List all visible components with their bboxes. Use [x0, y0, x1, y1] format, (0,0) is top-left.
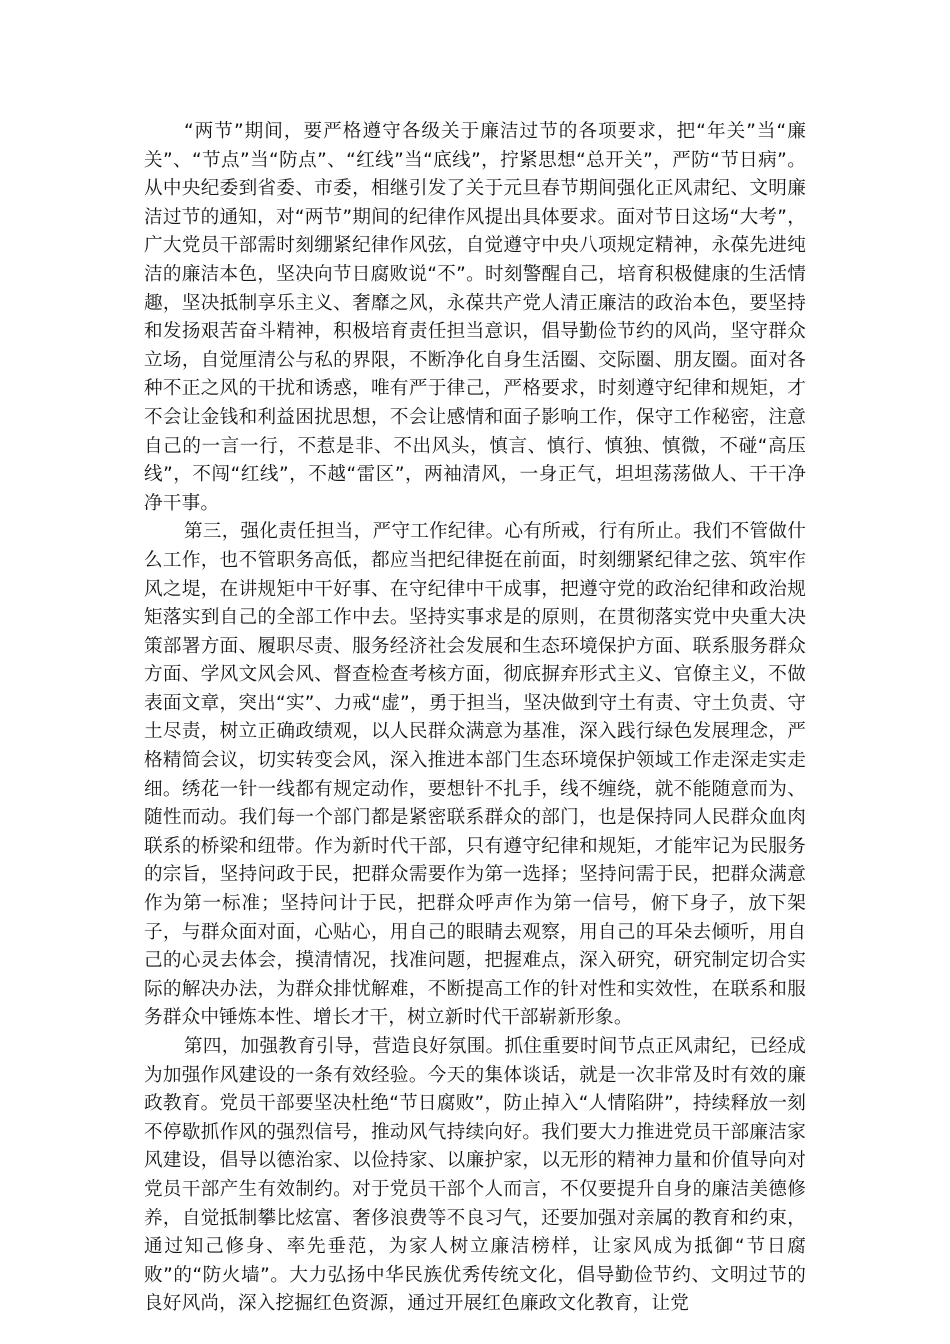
paragraph-festival-discipline: “两节”期间，要严格遵守各级关于廉洁过节的各项要求，把“年关”当“廉关”、“节点”当“防点”、“红线”当“底线”，拧紧思想“总开关”，严防“节日病”。从中央纪委到省委、市委，相继引发了关于元旦春节期间强化正风肃纪、文明廉洁过节的通知，对“两节”期间的纪律作风提出具体要求。面对节日这场“大考”，广大党员干部需时刻绷紧纪律作风弦，自觉遵守中央八项规定精神，永葆先进纯洁的廉洁本色，坚决向节日腐败说“不”。时刻警醒自己，培育积极健康的生活情趣，坚决抵制享乐主义、奢靡之风，永葆共产党人清正廉洁的政治本色，要坚持和发扬艰苦奋斗精神，积极培育责任担当意识，倡导勤俭节约的风尚，坚守群众立场，自觉厘清公与私的界限，不断净化自身生活圈、交际圈、朋友圈。面对各种不正之风的干扰和诱惑，唯有严于律己，严格要求，时刻遵守纪律和规矩，才不会让金钱和利益困扰思想，不会让感情和面子影响工作，保守工作秘密，注意自己的一言一行，不惹是非、不出风头，慎言、慎行、慎独、慎微，不碰“高压线”，不闯“红线”，不越“雷区”，两袖清风，一身正气，坦坦荡荡做人、干干净净干事。 [144, 121, 806, 514]
paragraph-third-responsibility: 第三，强化责任担当，严守工作纪律。心有所戒，行有所止。我们不管做什么工作，也不管职务高低，都应当把纪律挺在前面，时刻绷紧纪律之弦、筑牢作风之堤，在讲规矩中干好事、在守纪律中干成事，把遵守党的政治纪律和政治规矩落实到自己的全部工作中去。坚持实事求是的原则，在贯彻落实党中央重大决策部署方面、履职尽责、服务经济社会发展和生态环境保护方面、联系服务群众方面、学风文风会风、督查检查考核方面，彻底摒弃形式主义、官僚主义，不做表面文章，突出“实”、力戒“虚”，勇于担当，坚决做到守土有责、守土负责、守土尽责，树立正确政绩观，以人民群众满意为基准，深入践行绿色发展理念，严格精简会议，切实转变会风，深入推进本部门生态环境保护领域工作走深走实走细。绣花一针一线都有规定动作，要想针不扎手，线不缠绕，就不能随意而为、随性而动。我们每一个部门都是紧密联系群众的部门，也是保持同人民群众血肉联系的桥梁和纽带。作为新时代干部，只有遵守纪律和规矩，才能牢记为民服务的宗旨，坚持问政于民，把群众需要作为第一选择；坚持问需于民，把群众满意作为第一标准；坚持问计于民，把群众呼声作为第一信号，俯下身子，放下架子，与群众面对面，心贴心，用自己的眼睛去观察，用自己的耳朵去倾听，用自己的心灵去体会，摸清情况，找准问题，把握难点，深入研究，研究制定切合实际的解决办法，为群众排忧解难，不断提高工作的针对性和实效性，在联系和服务群众中锤炼本性、增长才干，树立新时代干部崭新形象。 [144, 521, 806, 1029]
document-page [144, 118, 806, 1319]
paragraph-fourth-education: 第四，加强教育引导，营造良好氛围。抓住重要时间节点正风肃纪，已经成为加强作风建设的一条有效经验。今天的集体谈话，就是一次非常及时有效的廉政教育。党员干部要坚决杜绝“节日腐败”，防止掉入“人情陷阱”，持续释放一刻不停歇抓作风的强烈信号，推动风气持续向好。我们要大力推进党员干部廉洁家风建设，倡导以德治家、以俭持家、以廉护家，以无形的精神力量和价值导向对党员干部产生有效制约。对于党员干部个人而言，不仅要提升自身的廉洁美德修养，自觉抵制攀比炫富、奢侈浪费等不良习气，还要加强对亲属的教育和约束，通过知己修身、率先垂范，为家人树立廉洁榜样，让家风成为抵御“节日腐败”的“防火墙”。大力弘扬中华民族优秀传统文化，倡导勤俭节约、文明过节的良好风尚，深入挖掘红色资源，通过开展红色廉政文化教育，让党 [144, 1036, 806, 1315]
